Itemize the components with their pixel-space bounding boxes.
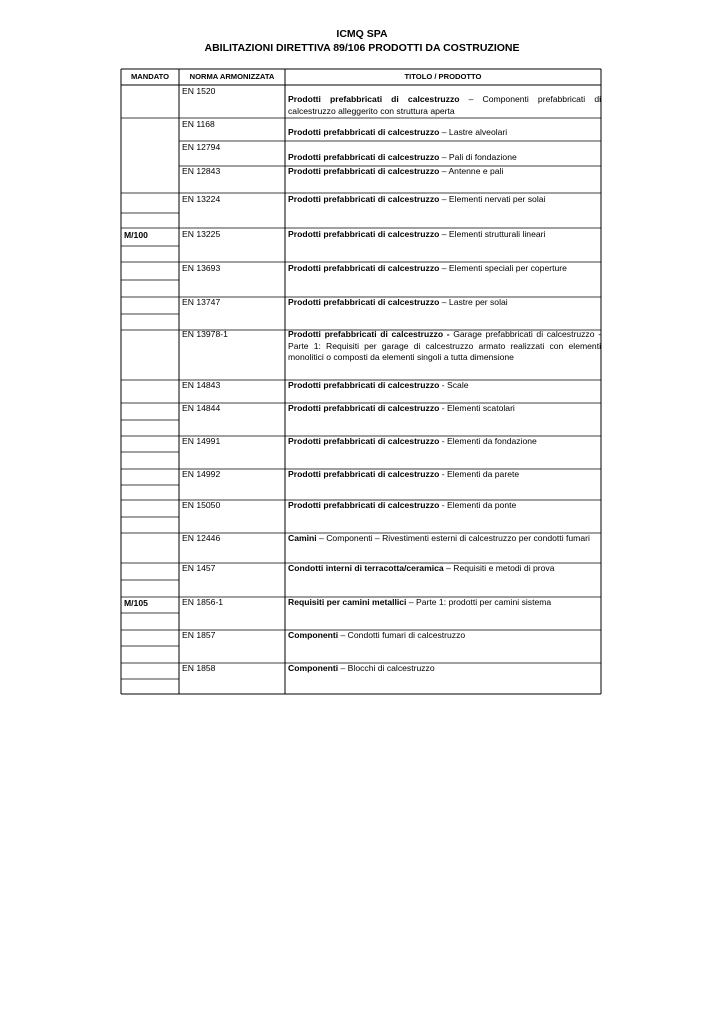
product-category: Componenti [288,630,339,640]
titolo-cell [288,297,601,309]
norma-cell: EN 1858 [182,663,216,673]
product-description: – Lastre per solai [439,297,508,307]
norma-cell: EN 13693 [182,263,221,273]
column-header-norma: NORMA ARMONIZZATA [189,72,275,81]
column-header-mandato: MANDATO [130,72,170,81]
norma-cell: EN 1168 [182,119,215,129]
product-category: Prodotti prefabbricati di calcestruzzo - [288,329,450,339]
titolo-cell [288,94,601,117]
titolo-cell [288,500,601,512]
document-subtitle: ABILITAZIONI DIRETTIVA 89/106 PRODOTTI DA COSTRUZIONE [204,42,520,54]
product-description: – Elementi nervati per solai [439,194,546,204]
norma-cell: EN 1520 [182,86,216,96]
norma-cell: EN 12446 [182,533,221,543]
product-description: – Componenti – Rivestimenti esterni di calcestruzzo per condotti fumari [316,533,590,543]
titolo-cell [288,263,601,275]
titolo-cell [288,563,601,575]
product-description: - Elementi da parete [439,469,520,479]
titolo-cell [288,194,601,206]
norma-cell: EN 1457 [182,563,216,573]
titolo-cell [288,597,601,609]
product-description: – Blocchi di calcestruzzo [338,663,435,673]
norma-cell: EN 15050 [182,500,221,510]
norma-cell: EN 12843 [182,166,221,176]
product-category: Prodotti prefabbricati di calcestruzzo [288,229,440,239]
titolo-cell [288,403,601,415]
norma-cell: EN 13978-1 [182,329,228,339]
product-category: Prodotti prefabbricati di calcestruzzo [288,166,440,176]
norma-cell: EN 12794 [182,142,221,152]
product-description: – Parte 1: prodotti per camini sistema [406,597,552,607]
mandato-cell: M/100 [124,230,148,240]
product-category: Requisiti per camini metallici [288,597,407,607]
product-category: Camini [288,533,317,543]
titolo-cell [288,380,601,392]
norma-cell: EN 1857 [182,630,216,640]
product-description: – Elementi speciali per coperture [439,263,567,273]
titolo-cell [288,329,601,364]
product-description: – Antenne e pali [439,166,504,176]
norma-cell: EN 14843 [182,380,221,390]
norma-cell: EN 14991 [182,436,221,446]
product-category: Prodotti prefabbricati di calcestruzzo [288,263,440,273]
product-category: Prodotti prefabbricati di calcestruzzo [288,403,440,413]
product-category: Prodotti prefabbricati di calcestruzzo [288,152,440,162]
column-header-titolo: TITOLO / PRODOTTO [404,72,482,81]
product-category: Prodotti prefabbricati di calcestruzzo [288,500,440,510]
titolo-cell [288,663,601,675]
product-category: Prodotti prefabbricati di calcestruzzo [288,297,440,307]
product-description: - Elementi da fondazione [439,436,537,446]
product-description: – Condotti fumari di calcestruzzo [338,630,466,640]
titolo-cell [288,166,601,178]
product-description: – Pali di fondazione [439,152,517,162]
product-category: Prodotti prefabbricati di calcestruzzo [288,469,440,479]
titolo-cell [288,533,601,545]
norma-cell: EN 13225 [182,229,221,239]
product-description: – Elementi strutturali lineari [439,229,546,239]
titolo-cell [288,127,601,139]
product-description: - Elementi da ponte [439,500,517,510]
titolo-cell [288,436,601,448]
product-category: Componenti [288,663,339,673]
product-category: Condotti interni di terracotta/ceramica [288,563,444,573]
product-category: Prodotti prefabbricati di calcestruzzo [288,127,440,137]
product-category: Prodotti prefabbricati di calcestruzzo [288,94,460,104]
titolo-cell [288,152,601,164]
product-description: – Componenti prefabbricati di calcestruzzo alleggerito con struttura aperta [288,94,602,116]
norma-cell: EN 13747 [182,297,221,307]
norma-cell: EN 14844 [182,403,221,413]
product-category: Prodotti prefabbricati di calcestruzzo [288,436,440,446]
norma-cell: EN 1856-1 [182,597,224,607]
product-description: – Requisiti e metodi di prova [443,563,555,573]
norma-cell: EN 13224 [182,194,221,204]
titolo-cell [288,469,601,481]
product-description: - Scale [439,380,469,390]
document-title: ICMQ SPA [336,28,388,40]
product-category: Prodotti prefabbricati di calcestruzzo [288,380,440,390]
product-description: Garage prefabbricati di calcestruzzo -Parte 1: Requisiti per garage di calcestruzzo armato realizzati con elementi monolitici o composti da elementi singoli a tutta dimensione [288,329,601,362]
product-category: Prodotti prefabbricati di calcestruzzo [288,194,440,204]
product-description: - Elementi scatolari [439,403,515,413]
norma-cell: EN 14992 [182,469,221,479]
product-description: – Lastre alveolari [439,127,508,137]
mandato-cell: M/105 [124,598,148,608]
titolo-cell [288,630,601,642]
titolo-cell [288,229,601,241]
